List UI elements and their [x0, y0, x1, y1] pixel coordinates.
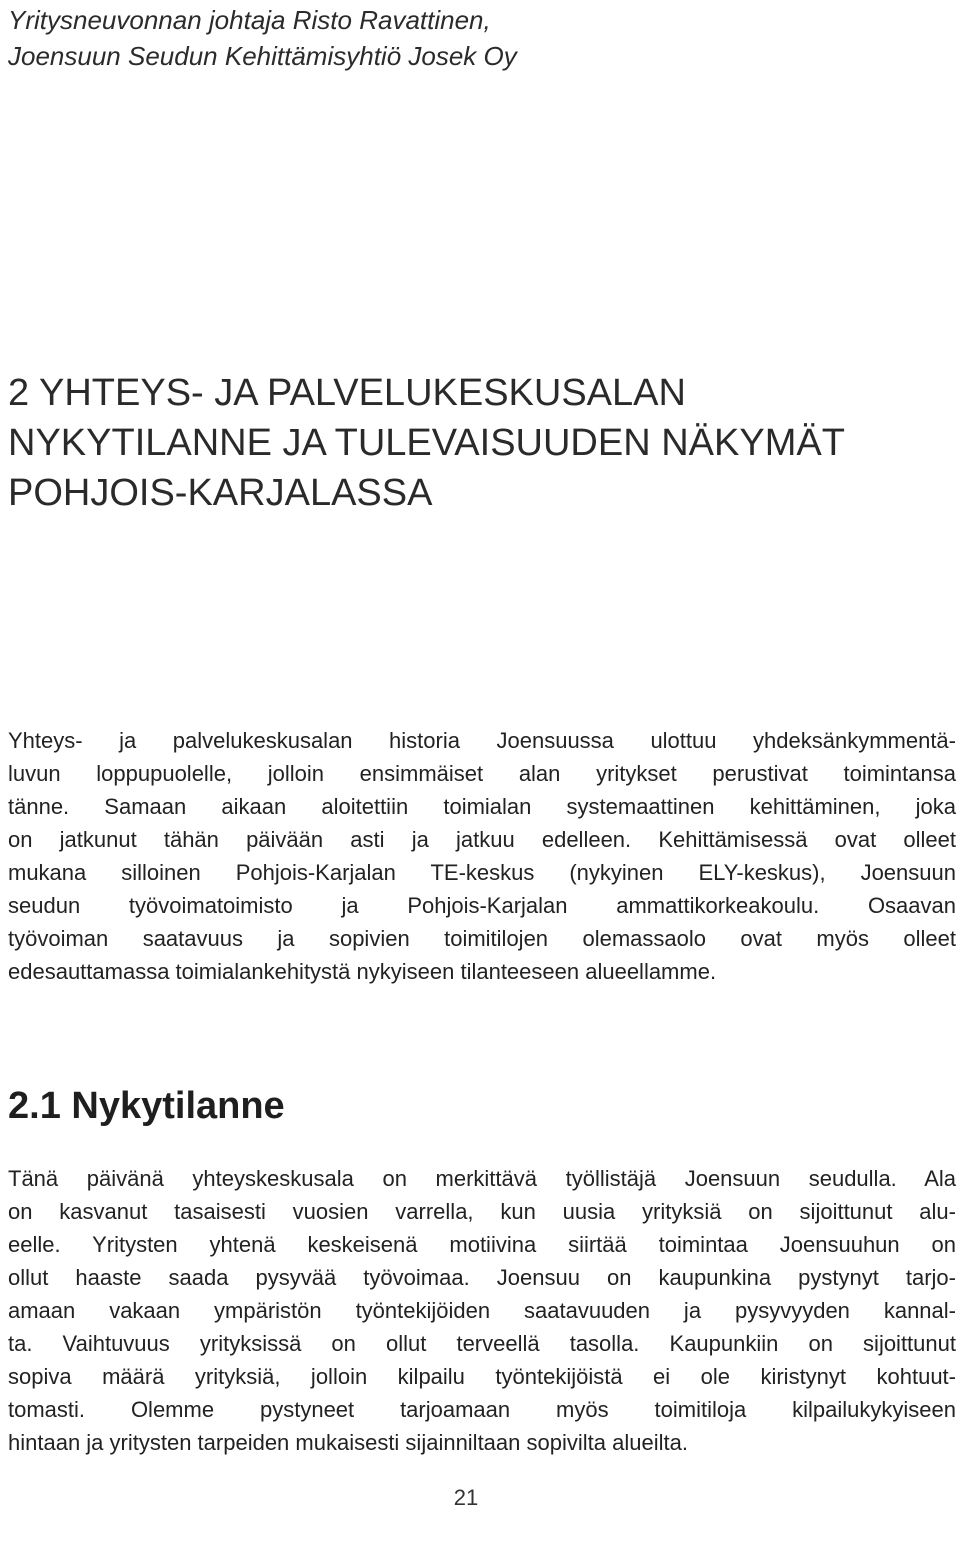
intro-line: tänne. Samaan aikaan aloitettiin toimialan systemaattinen kehittäminen, joka: [8, 794, 956, 819]
author-line-1: Yritysneuvonnan johtaja Risto Ravattinen,: [8, 5, 491, 35]
intro-paragraph: [8, 724, 956, 988]
section-line: on kasvanut tasaisesti vuosien varrella, kun uusia yrityksiä on sijoittunut alu-: [8, 1199, 956, 1224]
intro-line: edesauttamassa toimialankehitystä nykyiseen tilanteeseen alueellamme.: [8, 959, 717, 984]
page-number: 21: [453, 1485, 479, 1510]
intro-line: luvun loppupuolelle, jolloin ensimmäiset alan yritykset perustivat toimintansa: [8, 761, 956, 786]
section-line: eelle. Yritysten yhtenä keskeisenä motiivina siirtää toimintaa Joensuuhun on: [8, 1232, 956, 1257]
section-line: hintaan ja yritysten tarpeiden mukaisesti sijainniltaan sopivilta alueilta.: [8, 1430, 688, 1455]
section-line: sopiva määrä yrityksiä, jolloin kilpailu työntekijöistä ei ole kiristynyt kohtuut-: [8, 1364, 956, 1389]
section-line: Tänä päivänä yhteyskeskusala on merkittävä työllistäjä Joensuun seudulla. Ala: [8, 1166, 956, 1191]
chapter-title-line: NYKYTILANNE JA TULEVAISUUDEN NÄKYMÄT: [8, 422, 845, 464]
section-paragraph: [8, 1162, 956, 1459]
intro-line: seudun työvoimatoimisto ja Pohjois-Karjalan ammattikorkeakoulu. Osaavan: [8, 893, 956, 918]
author-line-2: Joensuun Seudun Kehittämisyhtiö Josek Oy: [8, 41, 517, 71]
chapter-title-line: 2 YHTEYS- JA PALVELUKESKUSALAN: [8, 372, 686, 414]
intro-line: työvoiman saatavuus ja sopivien toimitilojen olemassaolo ovat myös olleet: [8, 926, 956, 951]
section-line: ta. Vaihtuvuus yrityksissä on ollut terveellä tasolla. Kaupunkiin on sijoittunut: [8, 1331, 956, 1356]
intro-line: on jatkunut tähän päivään asti ja jatkuu edelleen. Kehittämisessä ovat olleet: [8, 827, 956, 852]
chapter-title-line: POHJOIS-KARJALASSA: [8, 472, 433, 514]
section-line: amaan vakaan ympäristön työntekijöiden saatavuuden ja pysyvyyden kannal-: [8, 1298, 956, 1323]
intro-line: mukana silloinen Pohjois-Karjalan TE-keskus (nykyinen ELY-keskus), Joensuun: [8, 860, 956, 885]
section-title: 2.1 Nykytilanne: [8, 1085, 285, 1127]
intro-line: Yhteys- ja palvelukeskusalan historia Joensuussa ulottuu yhdeksänkymmentä-: [8, 728, 956, 753]
chapter-title: [8, 368, 948, 518]
section-line: ollut haaste saada pysyvää työvoimaa. Joensuu on kaupunkina pystynyt tarjo-: [8, 1265, 956, 1290]
section-line: tomasti. Olemme pystyneet tarjoamaan myös toimitiloja kilpailukykyiseen: [8, 1397, 956, 1422]
author-byline: [8, 2, 768, 74]
